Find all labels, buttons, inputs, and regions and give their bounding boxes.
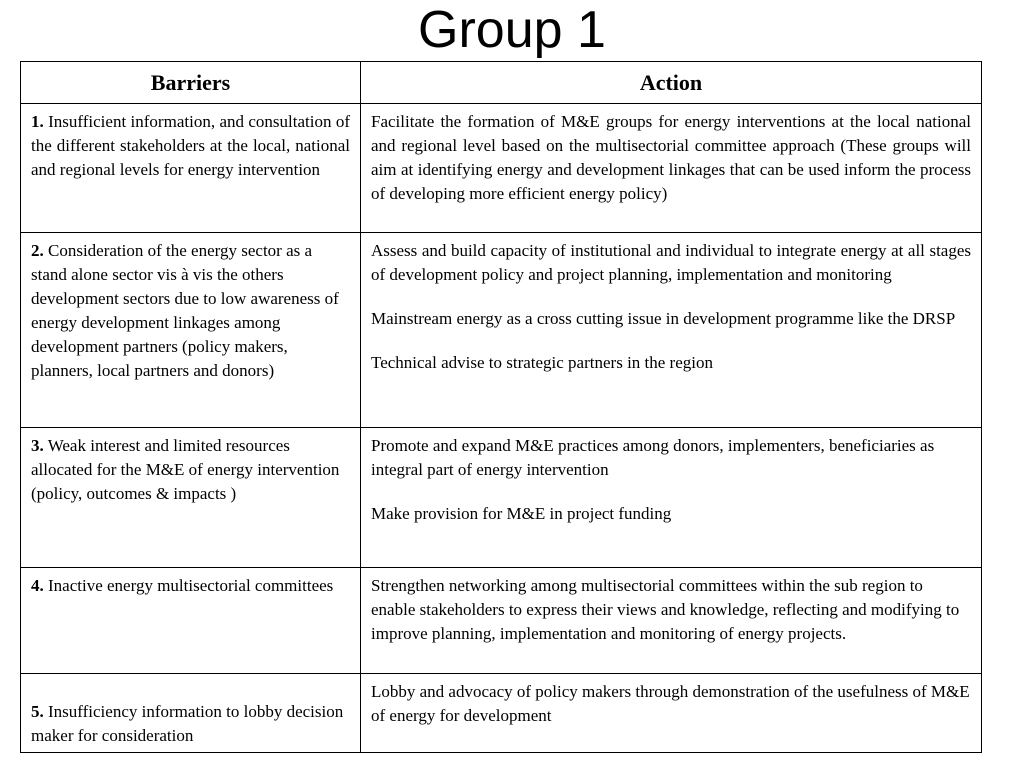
action-cell	[361, 233, 982, 428]
action-cell	[361, 428, 982, 568]
barrier-text: Weak interest and limited resources allocated for the M&E of energy intervention (policy, outcomes & impacts )	[31, 436, 340, 503]
action-text: Promote and expand M&E practices among donors, implementers, beneficiaries as integral part of energy intervention	[371, 436, 935, 479]
barrier-cell	[21, 233, 361, 428]
table-header-row	[21, 62, 982, 104]
barrier-text: Inactive energy multisectorial committees	[48, 576, 334, 595]
barrier-cell	[21, 568, 361, 674]
action-text: Facilitate the formation of M&E groups for energy interventions at the local national and regional level based on the multisectorial committee approach (These groups will aim at identifying energy and development linkages that can be used inform the process of developing more efficient energy policy)	[371, 112, 971, 203]
action-text: Assess and build capacity of institutional and individual to integrate energy at all stages of development policy and project planning, implementation and monitoring	[371, 241, 971, 284]
action-cell	[361, 568, 982, 674]
barrier-text: Insufficiency information to lobby decision maker for consideration	[31, 702, 344, 745]
action-text: Strengthen networking among multisectorial committees within the sub region to enable stakeholders to express their views and knowledge, reflecting and modifying to improve planning, implementation and monitoring of energy projects.	[371, 576, 960, 643]
action-cell	[361, 104, 982, 233]
barrier-text: Insufficient information, and consultation of the different stakeholders at the local, national and regional levels for energy intervention	[31, 112, 350, 179]
header-barriers: Barriers	[21, 62, 361, 104]
header-action: Action	[361, 62, 982, 104]
table-row	[21, 674, 982, 753]
action-text: Mainstream energy as a cross cutting issue in development programme like the DRSP	[371, 309, 956, 328]
barrier-number: 1.	[31, 112, 44, 131]
barrier-cell	[21, 428, 361, 568]
barriers-action-table	[20, 61, 982, 753]
barrier-cell	[21, 104, 361, 233]
table-row	[21, 233, 982, 428]
action-text: Make provision for M&E in project funding	[371, 504, 672, 523]
action-text: Technical advise to strategic partners in the region	[371, 353, 713, 372]
table-row	[21, 568, 982, 674]
table-row	[21, 104, 982, 233]
barrier-cell	[21, 674, 361, 753]
barrier-number: 5.	[31, 702, 44, 721]
action-cell	[361, 674, 982, 753]
action-text: Lobby and advocacy of policy makers through demonstration of the usefulness of M&E of energy for development	[371, 682, 970, 725]
barrier-number: 4.	[31, 576, 44, 595]
barrier-number: 2.	[31, 241, 44, 260]
barrier-text: Consideration of the energy sector as a stand alone sector vis à vis the others development sectors due to low awareness of energy development linkages among development partners (policy makers, planners, local partners and donors)	[31, 241, 339, 380]
slide-title: Group 1	[418, 1, 606, 59]
barrier-number: 3.	[31, 436, 44, 455]
table-row	[21, 428, 982, 568]
